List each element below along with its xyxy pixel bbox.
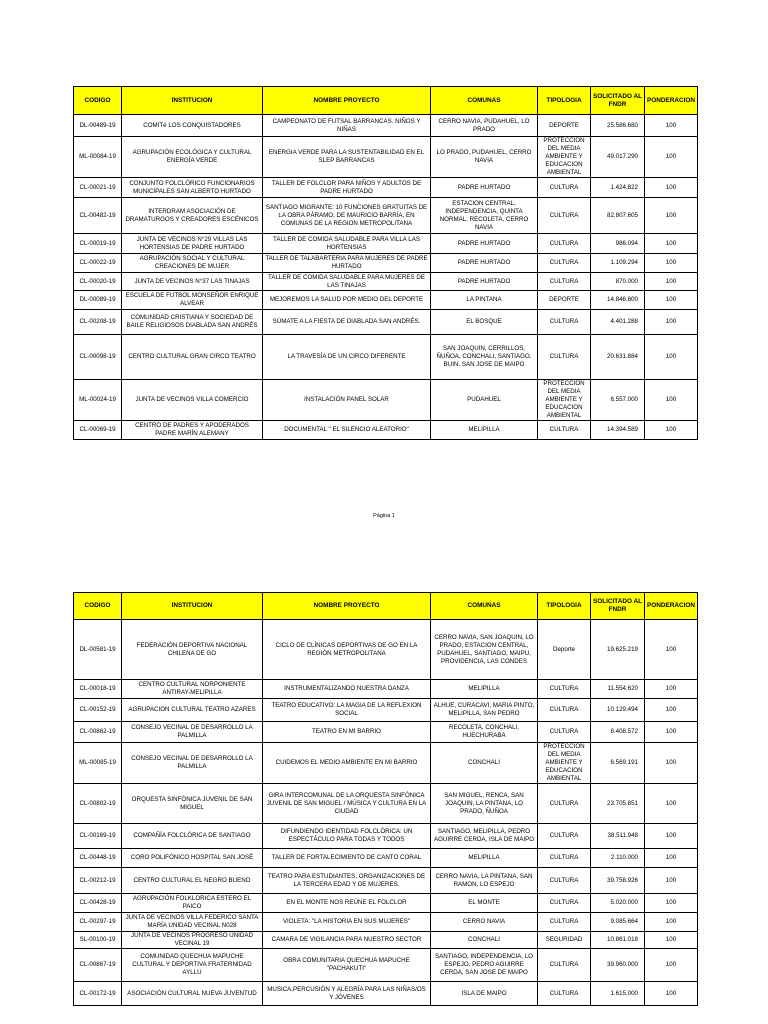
cell-codigo: DL-00489-19 xyxy=(74,115,122,137)
header-ponderacion: PONDERACION xyxy=(645,87,698,115)
cell-codigo: CL-00018-19 xyxy=(74,680,122,699)
cell-solicitado: 6.557.000 xyxy=(591,380,645,421)
cell-tipologia: CULTURA xyxy=(538,784,591,824)
cell-institucion: ASOCIACIÓN CULTURAL NUEVA JUVENTUD xyxy=(122,982,263,1006)
cell-tipologia: CULTURA xyxy=(538,178,591,198)
cell-ponderacion: 100 xyxy=(645,949,698,982)
cell-comunas: EL BOSQUE xyxy=(431,310,538,335)
cell-solicitado: 14.846.800 xyxy=(591,291,645,310)
cell-proyecto: TEATRO EN MI BARRIO xyxy=(263,722,431,743)
cell-ponderacion: 100 xyxy=(645,722,698,743)
cell-comunas: SAN MIGUEL, RENCA, SAN JOAQUIN, LA PINTANA, LO PRADO, ÑUÑOA xyxy=(431,784,538,824)
cell-ponderacion: 100 xyxy=(645,291,698,310)
cell-codigo: CL-00019-19 xyxy=(74,234,122,254)
cell-institucion: AGRUPACIÓN SOCIAL Y CULTURAL CREACIONES DE MUJER xyxy=(122,254,263,273)
cell-tipologia: CULTURA xyxy=(538,824,591,849)
cell-tipologia: CULTURA xyxy=(538,849,591,868)
table-row xyxy=(74,335,698,380)
cell-comunas: CERRO NAVIA, LA PINTANA, SAN RAMON, LO ESPEJO xyxy=(431,868,538,894)
cell-solicitado: 23.705.851 xyxy=(591,784,645,824)
cell-proyecto: CAMARA DE VIGILANCIA PARA NUESTRO SECTOR xyxy=(263,932,431,949)
cell-ponderacion: 100 xyxy=(645,982,698,1006)
cell-solicitado: 6.569.191 xyxy=(591,743,645,784)
cell-comunas: CERRO NAVIA, SAN JOAQUIN, LO PRADO, ESTACION CENTRAL, PUDAHUEL, SANTIAGO, MAIPU, PROVIDENCIA, LAS CONDES xyxy=(431,620,538,680)
cell-comunas: CONCHALI xyxy=(431,743,538,784)
cell-ponderacion: 100 xyxy=(645,824,698,849)
cell-institucion: CENTRO DE PADRES Y APODERADOS PADRE MARÍN ALEMANY xyxy=(122,421,263,440)
cell-tipologia: CULTURA xyxy=(538,894,591,913)
table-row xyxy=(74,868,698,894)
table-row xyxy=(74,849,698,868)
cell-comunas: PADRE HURTADO xyxy=(431,273,538,291)
cell-proyecto: MEJOREMOS LA SALUD POR MEDIO DEL DEPORTE xyxy=(263,291,431,310)
cell-comunas: RECOLETA, CONCHALI, HUECHURABA xyxy=(431,722,538,743)
table-row xyxy=(74,894,698,913)
cell-solicitado: 10.129.494 xyxy=(591,699,645,722)
cell-tipologia: PROTECCION DEL MEDIA AMBIENTE Y EDUCACION AMBIENTAL xyxy=(538,137,591,178)
cell-proyecto: TALLER DE TALABARTERIA PARA MUJERES DE PADRE HURTADO xyxy=(263,254,431,273)
cell-ponderacion: 100 xyxy=(645,784,698,824)
cell-proyecto: SÚMATE A LA FIESTA DE DIABLADA SAN ANDRÉS. xyxy=(263,310,431,335)
cell-solicitado: 8.408.572 xyxy=(591,722,645,743)
cell-comunas: CERRO NAVIA, PUDAHUEL, LO PRADO xyxy=(431,115,538,137)
header-comunas: COMUNAS xyxy=(431,87,538,115)
header-tipologia: TIPOLOGIA xyxy=(538,593,591,620)
table-row xyxy=(74,310,698,335)
cell-proyecto: TEATRO EDUCATIVO: LA MAGIA DE LA REFLEXION SOCIAL xyxy=(263,699,431,722)
cell-comunas: PADRE HURTADO xyxy=(431,178,538,198)
cell-ponderacion: 100 xyxy=(645,380,698,421)
cell-institucion: COMITé LOS CONQUISTADORES xyxy=(122,115,263,137)
projects-table xyxy=(73,86,698,440)
table-row xyxy=(74,291,698,310)
cell-ponderacion: 100 xyxy=(645,310,698,335)
cell-institucion: CORO POLIFÓNICO HOSPITAL SAN JOSÉ xyxy=(122,849,263,868)
cell-solicitado: 49.017.290 xyxy=(591,137,645,178)
cell-codigo: ML-00085-19 xyxy=(74,743,122,784)
cell-institucion: CONSEJO VECINAL DE DESARROLLO LA PALMILLA xyxy=(122,743,263,784)
cell-tipologia: PROTECCION DEL MEDIA AMBIENTE Y EDUCACION AMBIENTAL xyxy=(538,743,591,784)
table-row xyxy=(74,198,698,234)
projects-table xyxy=(73,592,698,1006)
cell-codigo: CL-00448-19 xyxy=(74,849,122,868)
cell-ponderacion: 100 xyxy=(645,234,698,254)
cell-institucion: COMPAÑÍA FOLCLÓRICA DE SANTIAGO xyxy=(122,824,263,849)
cell-tipologia: CULTURA xyxy=(538,699,591,722)
page-footer: Página 1 xyxy=(373,513,395,519)
cell-institucion: ORQUESTA SINFÓNICA JUVENIL DE SAN MIGUEL xyxy=(122,784,263,824)
cell-comunas: SAN JOAQUIN, CERRILLOS, ÑUÑOA, CONCHALI, SANTIAGO, BUIN, SAN JOSE DE MAIPO xyxy=(431,335,538,380)
cell-tipologia: DEPORTE xyxy=(538,115,591,137)
cell-ponderacion: 100 xyxy=(645,699,698,722)
cell-proyecto: DOCUMENTAL " EL SILENCIO ALEATORIO" xyxy=(263,421,431,440)
cell-codigo: CL-00022-19 xyxy=(74,254,122,273)
cell-institucion: AGRUPACIÓN FOLKLORICA ESTERO EL PAICO xyxy=(122,894,263,913)
cell-comunas: SANTIAGO, MELIPILLA, PEDRO AGUIRRE CERDA, ISLA DE MAIPO xyxy=(431,824,538,849)
header-row xyxy=(74,87,698,115)
cell-proyecto: CUIDEMOS EL MEDIO AMBIENTE EN MI BARRIO xyxy=(263,743,431,784)
cell-institucion: JUNTA DE VECINOS N°37 LAS TINAJAS xyxy=(122,273,263,291)
cell-solicitado: 19.625.219 xyxy=(591,620,645,680)
cell-tipologia: DEPORTE xyxy=(538,291,591,310)
cell-proyecto: TALLER DE COMIDA SALUDABLE PARA VILLA LAS HORTENSIAS xyxy=(263,234,431,254)
cell-solicitado: 20.631.884 xyxy=(591,335,645,380)
cell-institucion: COMUNIDAD QUECHUA MAPUCHE CULTURAL Y DEPORTIVA FRATERNIDAD AYLLU xyxy=(122,949,263,982)
cell-solicitado: 1.615.000 xyxy=(591,982,645,1006)
header-codigo: CODIGO xyxy=(74,593,122,620)
table-row xyxy=(74,932,698,949)
cell-tipologia: CULTURA xyxy=(538,913,591,932)
cell-institucion: JUNTA DE VECINOS VILLA FEDERICO SANTA MARÍA UNIDAD VECINAL N028 xyxy=(122,913,263,932)
cell-solicitado: 82.807.605 xyxy=(591,198,645,234)
cell-proyecto: TALLER DE FORTALECIMIENTO DE CANTO CORAL xyxy=(263,849,431,868)
cell-codigo: ML-00024-19 xyxy=(74,380,122,421)
cell-solicitado: 1.109.294 xyxy=(591,254,645,273)
cell-codigo: CL-00867-19 xyxy=(74,949,122,982)
cell-tipologia: SEGURIDAD xyxy=(538,932,591,949)
cell-comunas: PADRE HURTADO xyxy=(431,254,538,273)
cell-solicitado: 38.511.948 xyxy=(591,824,645,849)
cell-comunas: MELIPILLA xyxy=(431,849,538,868)
header-codigo: CODIGO xyxy=(74,87,122,115)
cell-institucion: JUNTA DE VECINOS N°29 VILLAS LAS HORTENSIAS DE PADRE HURTADO xyxy=(122,234,263,254)
cell-solicitado: 1.424.822 xyxy=(591,178,645,198)
cell-ponderacion: 100 xyxy=(645,254,698,273)
cell-tipologia: Deporte xyxy=(538,620,591,680)
cell-proyecto: TALLER DE COMIDA SALUDABLE PARA MUJERES DE LAS TINAJAS xyxy=(263,273,431,291)
cell-codigo: CL-00098-19 xyxy=(74,335,122,380)
cell-proyecto: INSTRUMENTALIZANDO NUESTRA DANZA xyxy=(263,680,431,699)
cell-proyecto: ENERGIA VERDE PARA LA SUSTENTABILIDAD EN EL SLEP BARRANCAS xyxy=(263,137,431,178)
cell-tipologia: CULTURA xyxy=(538,335,591,380)
cell-comunas: CONCHALI xyxy=(431,932,538,949)
table-page-2 xyxy=(73,592,697,1006)
cell-codigo: CL-00297-19 xyxy=(74,913,122,932)
cell-institucion: FEDERACIÓN DEPORTIVA NACIONAL CHILENA DE GO xyxy=(122,620,263,680)
table-row xyxy=(74,784,698,824)
cell-comunas: SANTIAGO, INDEPENDENCIA, LO ESPEJO, PEDRO AGUIRRE CERDA, SAN JOSE DE MAIPO xyxy=(431,949,538,982)
header-proyecto: NOMBRE PROYECTO xyxy=(263,87,431,115)
cell-proyecto: GIRA INTERCOMUNAL DE LA ORQUESTA SINFÓNICA JUVENIL DE SAN MIGUEL / MÚSICA Y CULTURA EN LA CIUDAD xyxy=(263,784,431,824)
cell-proyecto: LA TRAVESÍA DE UN CIRCO DIFERENTE xyxy=(263,335,431,380)
table-row xyxy=(74,254,698,273)
cell-codigo: SL-00100-19 xyxy=(74,932,122,949)
cell-solicitado: 9.085.664 xyxy=(591,913,645,932)
cell-codigo: DL-00089-19 xyxy=(74,291,122,310)
cell-institucion: AGRUPACIÓN ECOLÓGICA Y CULTURAL ENERGÍA VERDE xyxy=(122,137,263,178)
table-page-1 xyxy=(73,86,697,440)
cell-ponderacion: 100 xyxy=(645,849,698,868)
cell-ponderacion: 100 xyxy=(645,421,698,440)
cell-solicitado: 5.020.000 xyxy=(591,894,645,913)
header-solicitado: SOLICITADO AL FNDR xyxy=(591,87,645,115)
table-row xyxy=(74,743,698,784)
cell-comunas: LO PRADO, PUDAHUEL, CERRO NAVIA xyxy=(431,137,538,178)
cell-codigo: CL-00069-19 xyxy=(74,421,122,440)
cell-solicitado: 11.554.620 xyxy=(591,680,645,699)
cell-tipologia: CULTURA xyxy=(538,421,591,440)
table-row xyxy=(74,699,698,722)
cell-tipologia: CULTURA xyxy=(538,310,591,335)
table-row xyxy=(74,824,698,849)
cell-ponderacion: 100 xyxy=(645,680,698,699)
cell-codigo: CL-00152-19 xyxy=(74,699,122,722)
cell-institucion: COMUNIDAD CRISTIANA Y SOCIEDAD DE BAILE RELIGIOSOS DIABLADA SAN ANDRÉS xyxy=(122,310,263,335)
header-ponderacion: PONDERACION xyxy=(645,593,698,620)
table-row xyxy=(74,380,698,421)
cell-comunas: MELIPILLA xyxy=(431,680,538,699)
cell-ponderacion: 100 xyxy=(645,335,698,380)
cell-institucion: CONJUNTO FOLCLÓRICO FUNCIONARIOS MUNICIPALES SAN ALBERTO HURTADO xyxy=(122,178,263,198)
cell-ponderacion: 100 xyxy=(645,178,698,198)
table-row xyxy=(74,137,698,178)
cell-proyecto: VIOLETA: "LA HISTORIA EN SUS MUJERES" xyxy=(263,913,431,932)
cell-proyecto: SANTIAGO MIGRANTE: 10 FUNCIONES GRATUITAS DE LA OBRA PÁRAMO, DE MAURICIO BARRÍA, EN COMUNAS DE LA REGION METROPOLITANA xyxy=(263,198,431,234)
cell-tipologia: CULTURA xyxy=(538,868,591,894)
cell-comunas: PADRE HURTADO xyxy=(431,234,538,254)
cell-institucion: CENTRO CULTURAL EL NEGRO BUENO xyxy=(122,868,263,894)
cell-comunas: LA PINTANA xyxy=(431,291,538,310)
cell-proyecto: TEATRO PARA ESTUDIANTES, ORGANIZACIONES DE LA TERCERA EDAD Y DE MUJERES. xyxy=(263,868,431,894)
cell-proyecto: MUSICA,PERCUSIÓN Y ALEGRÍA PARA LAS NIÑAS/OS Y JÓVENES xyxy=(263,982,431,1006)
cell-tipologia: CULTURA xyxy=(538,982,591,1006)
cell-solicitado: 2.110.000 xyxy=(591,849,645,868)
table-row xyxy=(74,620,698,680)
cell-institucion: JUNTA DE VECINOS PROGRESO UNIDAD VECINAL 19 xyxy=(122,932,263,949)
cell-codigo: CL-00020-19 xyxy=(74,273,122,291)
table-row xyxy=(74,680,698,699)
cell-institucion: AGRUPACION CULTURAL TEATRO AZARES xyxy=(122,699,263,722)
cell-solicitado: 986.094 xyxy=(591,234,645,254)
cell-tipologia: CULTURA xyxy=(538,198,591,234)
cell-comunas: PUDAHUEL xyxy=(431,380,538,421)
cell-tipologia: CULTURA xyxy=(538,680,591,699)
header-proyecto: NOMBRE PROYECTO xyxy=(263,593,431,620)
cell-codigo: CL-00862-19 xyxy=(74,722,122,743)
table-row xyxy=(74,722,698,743)
header-row xyxy=(74,593,698,620)
cell-codigo: CL-00482-19 xyxy=(74,198,122,234)
cell-ponderacion: 100 xyxy=(645,932,698,949)
cell-solicitado: 39.960.000 xyxy=(591,949,645,982)
cell-comunas: CERRO NAVIA xyxy=(431,913,538,932)
cell-tipologia: CULTURA xyxy=(538,254,591,273)
cell-codigo: ML-00084-19 xyxy=(74,137,122,178)
table-row xyxy=(74,913,698,932)
header-institucion: INSTITUCION xyxy=(122,87,263,115)
cell-solicitado: 14.394.589 xyxy=(591,421,645,440)
cell-institucion: JUNTA DE VECINOS VILLA COMERCIO xyxy=(122,380,263,421)
cell-proyecto: INSTALACIÓN PANEL SOLAR xyxy=(263,380,431,421)
cell-ponderacion: 100 xyxy=(645,913,698,932)
table-row xyxy=(74,273,698,291)
cell-tipologia: CULTURA xyxy=(538,273,591,291)
cell-tipologia: PROTECCION DEL MEDIA AMBIENTE Y EDUCACION AMBIENTAL xyxy=(538,380,591,421)
table-row xyxy=(74,949,698,982)
cell-proyecto: DIFUNDIENDO IDENTIDAD FOLCLÓRICA: UN ESPECTÁCULO PARA TODAS Y TODOS xyxy=(263,824,431,849)
cell-ponderacion: 100 xyxy=(645,743,698,784)
cell-tipologia: CULTURA xyxy=(538,234,591,254)
cell-codigo: CL-00169-19 xyxy=(74,824,122,849)
cell-codigo: CL-00021-19 xyxy=(74,178,122,198)
cell-comunas: ISLA DE MAIPO xyxy=(431,982,538,1006)
cell-codigo: DL-00581-19 xyxy=(74,620,122,680)
cell-codigo: CL-00172-19 xyxy=(74,982,122,1006)
cell-solicitado: 25.586.680 xyxy=(591,115,645,137)
cell-tipologia: CULTURA xyxy=(538,949,591,982)
header-institucion: INSTITUCION xyxy=(122,593,263,620)
table-row xyxy=(74,421,698,440)
table-row xyxy=(74,178,698,198)
cell-codigo: CL-00802-19 xyxy=(74,784,122,824)
cell-codigo: CL-00428-19 xyxy=(74,894,122,913)
cell-ponderacion: 100 xyxy=(645,620,698,680)
cell-comunas: MELIPILLA xyxy=(431,421,538,440)
cell-institucion: CONSEJO VECINAL DE DESARROLLO LA PALMILLA xyxy=(122,722,263,743)
cell-comunas: ALHUE, CURACAVI, MARIA PINTO, MELIPILLA, SAN PEDRO xyxy=(431,699,538,722)
cell-institucion: INTERDRAM ASOCIACIÓN DE DRAMATURGOS Y CREADORES ESCÉNICOS xyxy=(122,198,263,234)
table-row xyxy=(74,234,698,254)
table-body xyxy=(74,115,698,440)
table-row xyxy=(74,982,698,1006)
cell-institucion: CENTRO CULTURAL GRAN CIRCO TEATRO xyxy=(122,335,263,380)
header-tipologia: TIPOLOGIA xyxy=(538,87,591,115)
header-comunas: COMUNAS xyxy=(431,593,538,620)
cell-proyecto: EN EL MONTE NOS REÚNE EL FOLCLOR xyxy=(263,894,431,913)
cell-institucion: ESCUELA DE FUTBOL MONSEÑOR ENRIQUE ALVEAR xyxy=(122,291,263,310)
cell-solicitado: 39.758.926 xyxy=(591,868,645,894)
cell-ponderacion: 100 xyxy=(645,137,698,178)
cell-solicitado: 870.000 xyxy=(591,273,645,291)
cell-proyecto: TALLER DE FOLCLOR PARA NIÑOS Y ADULTOS DE PADRE HURTADO xyxy=(263,178,431,198)
cell-institucion: CENTRO CULTURAL NORPONIENTE ANTIRAY-MELIPILLA xyxy=(122,680,263,699)
cell-codigo: CL-00208-19 xyxy=(74,310,122,335)
cell-ponderacion: 100 xyxy=(645,273,698,291)
cell-ponderacion: 100 xyxy=(645,115,698,137)
cell-tipologia: CULTURA xyxy=(538,722,591,743)
cell-solicitado: 10.861.018 xyxy=(591,932,645,949)
table-body xyxy=(74,620,698,1006)
cell-proyecto: CICLO DE CLÍNICAS DEPORTIVAS DE GO EN LA REGIÓN METROPOLITANA xyxy=(263,620,431,680)
cell-proyecto: CAMPEONATO DE FUTSAL BARRANCAS. NIÑOS Y NIÑAS xyxy=(263,115,431,137)
table-row xyxy=(74,115,698,137)
header-solicitado: SOLICITADO AL FNDR xyxy=(591,593,645,620)
cell-solicitado: 4.401.288 xyxy=(591,310,645,335)
cell-comunas: ESTACION CENTRAL, INDEPENDENCIA, QUINTA NORMAL, RECOLETA, CERRO NAVIA xyxy=(431,198,538,234)
cell-ponderacion: 100 xyxy=(645,868,698,894)
cell-ponderacion: 100 xyxy=(645,198,698,234)
cell-ponderacion: 100 xyxy=(645,894,698,913)
cell-comunas: EL MONTE xyxy=(431,894,538,913)
cell-codigo: CL-00212-19 xyxy=(74,868,122,894)
cell-proyecto: OBRA COMUNITARIA QUECHUA MAPUCHE "PACHAKUTI" xyxy=(263,949,431,982)
